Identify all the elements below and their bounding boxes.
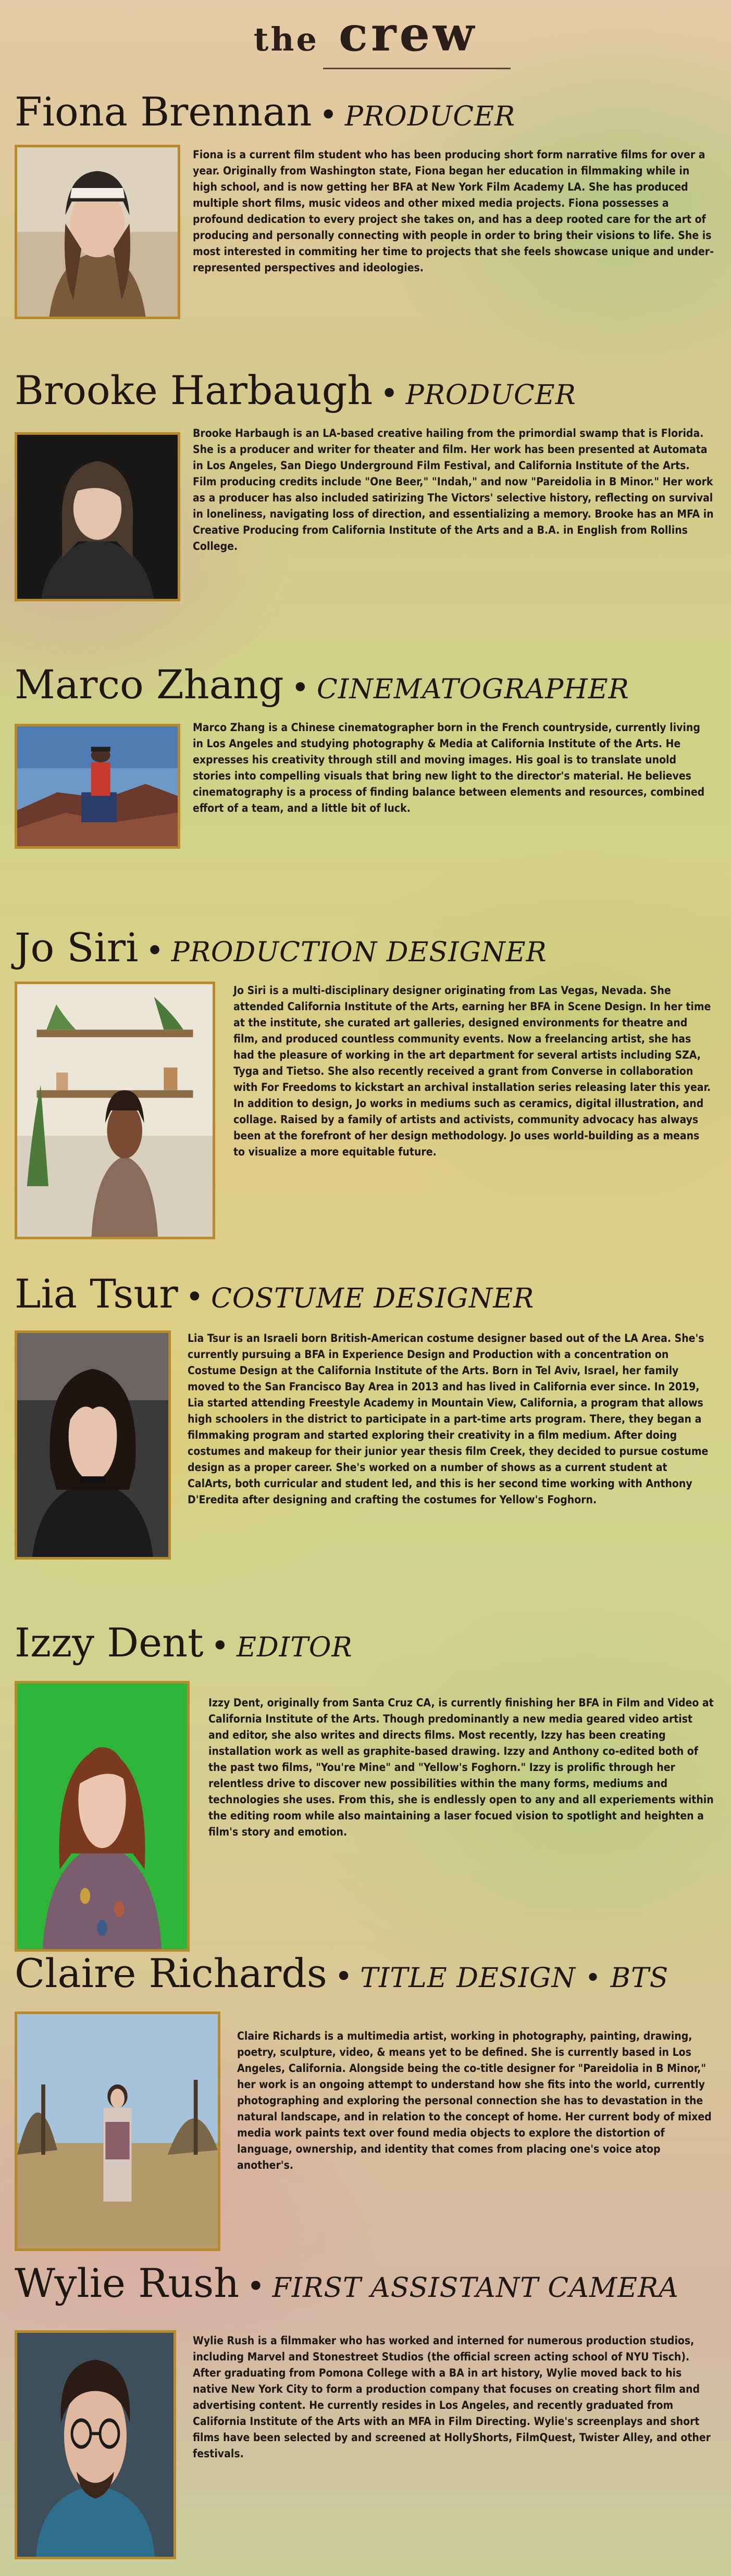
name-row xyxy=(15,924,547,976)
member-name: Claire Richards xyxy=(15,1950,327,1996)
member-photo xyxy=(15,1330,171,1560)
name-row xyxy=(15,2260,679,2312)
title-small: the xyxy=(253,20,319,58)
separator-dot: • xyxy=(319,97,338,133)
page-title xyxy=(0,5,731,68)
member-photo xyxy=(15,1681,190,1952)
separator-dot: • xyxy=(334,1958,353,1995)
page-header xyxy=(0,5,731,83)
member-name: Lia Tsur xyxy=(15,1271,178,1317)
member-name: Brooke Harbaugh xyxy=(15,367,373,413)
member-photo xyxy=(15,982,215,1239)
name-row xyxy=(15,1271,534,1323)
member-name: Jo Siri xyxy=(15,924,139,971)
member-role: TITLE DESIGN • BTS xyxy=(360,1963,669,1994)
member-photo xyxy=(15,724,180,849)
name-row xyxy=(15,661,629,713)
member-bio: Izzy Dent, originally from Santa Cruz CA, is currently finishing her BFA in Film and Video at California Institute of the Arts. Though predominantly a new media geared video artist and editor, she also writes and directs films. Most recently, Izzy has been creating installation work as well as graphite-based drawing. Izzy and Anthony co-edited both of the past two films, "You're Mine" and "Yellow's Foghorn." Izzy is prolific through her relentless drive to discover new possibilities within the many forms, mediums and technologies she uses. From this, she is endlessly open to any and all experiements within the editing room while also maintaining a laser focued vision to spotlight and heighten a film's story and emotion. xyxy=(208,1697,714,1838)
separator-dot: • xyxy=(185,1279,204,1315)
member-name: Marco Zhang xyxy=(15,661,284,708)
title-divider xyxy=(323,68,511,69)
member-bio: Lia Tsur is an Israeli born British-American costume designer based out of the LA Area. She's currently pursuing a BFA in Experience Design and Production with a concentration on Costume Design at the California Institute of the Arts. Born in Tel Aviv, Israel, her family moved to the San Francisco Bay Area in 2013 and has lived in California ever since. In 2019, Lia started attending Freestyle Academy in Mountain View, California, a program that allows high schoolers in the district to participate in a part-time arts program. There, they began a filmmaking program and started exploring their creativity in a film medium. After doing costumes and makeup for their junior year thesis film Creek, they decided to pursue costume design as a proper career. She's worked on a number of shows as a current student at CalArts, both curricular and student led, and this is her second time working with Anthony D'Eredita after designing and crafting the costumes for Yellow's Foghorn. xyxy=(188,1332,709,1506)
separator-dot: • xyxy=(291,670,309,706)
name-row xyxy=(15,1619,353,1672)
separator-dot: • xyxy=(145,933,164,969)
title-big: crew xyxy=(338,6,478,62)
separator-dot: • xyxy=(380,375,399,412)
separator-dot: • xyxy=(246,2268,265,2305)
member-bio: Brooke Harbaugh is an LA-based creative hailing from the primordial swamp that is Florida. She is a producer and writer for theater and film. Her work has been presented at Automata in Los Angeles, San Diego Underground Film Festival, and California Institute of the Arts. Film producing credits include "One Beer," "Indah," and now "Pareidolia in B Minor." Her work as a producer has also included satirizing The Victors' selective history, reflecting on survival in loneliness, navigating loss of direction, and essentializing a memory. Brooke has an MFA in Creative Producing from California Institute of the Arts and a B.A. in English from Rollins College. xyxy=(193,427,714,552)
member-bio: Fiona is a current film student who has been producing short form narrative films for over a year. Originally from Washington state, Fiona began her education in filmmaking while in high school, and is now getting her BFA at New York Film Academy LA. She has produced multiple short films, music videos and other mixed media projects. Fiona possesses a profound dedication to every project she takes on, and has a deep rooted care for the art of producing and personally connecting with people in order to bring their visions to life. She is most interested in commiting her time to projects that she feels showcase unique and under-represented perspectives and ideologies. xyxy=(193,148,714,274)
member-bio: Wylie Rush is a filmmaker who has worked and interned for numerous production studios, including Marvel and Stonestreet Studios (the official screen acting school of NYU Tisch). After graduating from Pomona College with a BA in art history, Wylie moved back to his native New York City to form a production company that focuses on creating short film and advertising content. He currently resides in Los Angeles, and recently graduated from California Institute of the Arts with an MFA in Film Directing. Wylie's screenplays and short films have been selected by and screened at HollyShorts, FilmQuest, Twister Alley, and other festivals. xyxy=(193,2334,711,2460)
member-role: PRODUCTION DESIGNER xyxy=(171,937,547,968)
name-row xyxy=(15,89,515,141)
member-role: EDITOR xyxy=(237,1632,353,1663)
member-photo xyxy=(15,145,180,319)
member-name: Izzy Dent xyxy=(15,1619,204,1666)
member-role: PRODUCER xyxy=(344,101,516,132)
member-bio: Jo Siri is a multi-disciplinary designer originating from Las Vegas, Nevada. She attended California Institute of the Arts, earning her BFA in Scene Design. In her time at the institute, she curated art galleries, designed environments for theatre and film, and produced countless community events. Now a freelancing artist, she has had the pleasure of working in the art department for several artists including SZA, Tyga and Tietso. She also recently received a grant from Converse in collaboration with For Freedoms to kickstart an archival installation series releasing later this year. In addition to design, Jo works in mediums such as ceramics, digital illustration, and collage. Raised by a family of artists and activists, community advocacy has always been at the forefront of her design methodology. Jo uses world-building as a means to visualize a more equitable future. xyxy=(233,984,711,1158)
name-row xyxy=(15,1950,668,2002)
member-role: PRODUCER xyxy=(405,380,576,411)
member-name: Fiona Brennan xyxy=(15,89,312,135)
member-photo xyxy=(15,2330,176,2559)
member-name: Wylie Rush xyxy=(15,2260,240,2306)
name-row xyxy=(15,367,576,419)
member-role: COSTUME DESIGNER xyxy=(211,1283,535,1314)
member-photo xyxy=(15,2012,220,2251)
member-bio: Marco Zhang is a Chinese cinematographer born in the French countryside, currently living in Los Angeles and studying photography & Media at California Institute of the Arts. He expresses his creativity through still and moving images. His goal is to translate unold stories into compelling visuals that bring new light to the director's material. He believes cinematography is a process of finding balance between elements and resources, combined effort of a team, and a little bit of luck. xyxy=(193,721,705,814)
member-photo xyxy=(15,432,180,601)
separator-dot: • xyxy=(210,1628,229,1664)
member-role: CINEMATOGRAPHER xyxy=(317,674,629,705)
member-role: FIRST ASSISTANT CAMERA xyxy=(272,2272,679,2304)
member-bio: Claire Richards is a multimedia artist, working in photography, painting, drawing, poetry, sculpture, video, & means yet to be defined. She is currently based in Los Angeles, California. Alongside being the co-title designer for "Pareidolia in B Minor," her work is an ongoing attempt to understand how she fits into the world, currently photographing and exploring the personal connection she has to devastation in the natural landscape, and in relation to the concept of home. Her current body of mixed media work paints text over found media objects to explore the distortion of language, ownership, and identity that comes from placing one's voice atop another's. xyxy=(237,2030,712,2171)
